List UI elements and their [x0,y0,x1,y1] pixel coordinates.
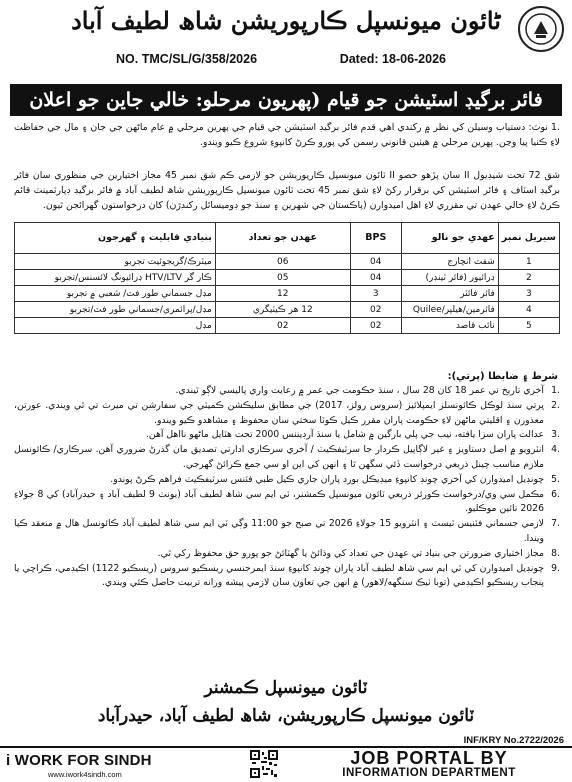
government-seal-icon [518,6,564,52]
signatory-designation: ٽائون ميونسپل ڪمشنر [204,678,368,698]
cell-post: ڊرائيور (فائر ٽينڊر) [401,270,498,286]
item-number: .5 [551,473,560,485]
brand-logo: i WORK FOR SINDH [6,752,152,769]
item-text: لازمي جسماني فٽنيس ٽيسٽ ۽ انٽرويو 15 جولاءِ 2026 تي صبح جو 11:00 وڳي ٽي ايم سي شاھ لطيف آباد ڪائونسل هال ۾ منعقد ڪيا ويندا. [14,518,544,544]
table-row [15,270,560,286]
cell-bps: 3 [350,286,401,302]
cell-count: 06 [215,254,350,270]
col-serial: سيريل نمبر [498,223,559,254]
item-text: آخري تاريخ تي عمر 18 کان 28 سال ، سنڌ حڪومت جي عمر ۾ رعايت واري پاليسي لاڳو ٿيندي. [175,385,544,396]
posts-table [14,222,560,334]
organization-title: ٹائون میونسپل ڪارپوريشن شاھ لطيف آباد [71,6,501,35]
footer [0,746,572,779]
table-header-row [15,223,560,254]
col-count: عهدن جو تعداد [215,223,350,254]
list-item [14,428,560,443]
conditions-list [14,384,560,591]
cell-serial: 2 [498,270,559,286]
cell-serial: 1 [498,254,559,270]
item-number: .9 [551,562,560,574]
item-text: مجاز اختياري ضرورتن جي بنياد تي عهدن جي تعداد کي وڌائڻ يا گهٽائڻ جو پورو حق محفوظ رکي ٿي. [157,547,544,559]
cell-count: 02 [215,318,350,334]
cell-count: 12 [215,286,350,302]
table-row [15,318,560,334]
list-item [14,547,560,562]
cell-post: فائر فائٽر [401,286,498,302]
cell-post: شفٽ انچارج [401,254,498,270]
list-item [14,399,560,429]
conditions-heading: شرط ۽ ضابطا (پرتي): [447,371,558,382]
item-number: .2 [551,399,560,411]
item-text: ڀرتي سنڌ لوڪل ڪائونسلز ايمپلائيز (سروس رولز، 2017) جي مطابق سليڪشن ڪميٽي جي سفارشن تي ميرٽ تي ٿي ويندي. عورتن، معذورن ۽ اقليتي ماڻهن لاءِ حڪومت پاران مقرر ڪيل ڪوٽا سختي سان محفوظ ۽ مشاهدو ڪيو ويندو. [14,399,545,426]
item-text: چونڊيل اميدوارن کي آخري چونڊ کانپوءِ ميڊيڪل بورڊ پاران جاري ڪيل طبي فٽنس سرٽيفڪيٽ فراهم ڪرڻ پوندو. [110,473,544,485]
cell-post: نائب قاصد [401,318,498,334]
item-text: انٽرويو ۾ اصل دستاويز ۽ غير لاڳاپيل ڪردار جا سرٽيفڪيٽ / آخري سرڪاري ادارتي تصديق مان گذرڻ ضروري آهن. سرڪاري/ ڪائونسل ملازم مناسب چينل ذريعي درخواست ڏئي سگهن ٿا ۽ انهن کي اين او سي جمع ڪرائڻ گهرجي. [14,444,544,470]
item-text: چونڊيل اميدوارن کي ٽي ايم سي شاھ لطيف آباد پاران چونڊ کانپوءِ سنڌ ايمرجنسي ريسڪيو سروس (ريسڪيو 1122) اڪيڊمي، ڪراچي يا پنجاب ريسڪيو اڪيڊمي (توبا ٽيڪ سنگهه/لاهور) ۾ انهن جي تعاون سان لازمي پيشه ورانه تربيت حاصل ڪئي ويندي. [14,562,545,589]
item-number: .8 [551,547,560,559]
item-number: .1 [551,385,560,396]
cell-qualification: مڊل جسماني طور فٽ/ شعبي ۾ تجربو [15,286,216,302]
cell-qualification: ڪار گر HTV/LTV ڊرائيونگ لائسنس/تجربو [15,270,216,286]
note-paragraph [14,120,560,166]
note-number: .1 [551,122,560,133]
item-number: .7 [551,518,560,530]
item-number: .3 [551,429,560,441]
item-number: .6 [551,488,560,500]
list-item [14,443,560,473]
cell-bps: 02 [350,318,401,334]
reference-line [116,52,446,66]
inf-number: INF/KRY No.2722/2026 [463,735,564,746]
cell-post: فائرمين/هيلپر/Quilee [401,302,498,318]
table-row [15,302,560,318]
item-text: مڪمل سي وي/درخواست ڪورئر ذريعي ٽائون ميونسپل ڪمشنر، ٽي ايم سي شاھ لطيف آباد (يونٽ 9 لطيف آباد ۽ حيدرآباد) کي 8 جولاءِ 2026 تائين موڪليو. [14,488,545,515]
cell-qualification: مڊل/پرائمري/جسماني طور فٽ/تجربو [15,302,216,318]
col-qualification: بنيادي قابليت ۽ گهرجون [15,223,216,254]
col-post: عهدي جو نالو [401,223,498,254]
portal-title: JOB PORTAL BY [350,748,508,768]
table-row [15,286,560,302]
intro-paragraph: شق 72 تحت شيڊيول II سان پڙهو حصو II ٽائون ميونسپل ڪارپوريشن جو لازمي ڪم شق نمبر 45 مجاز اختيارين جي منظوري سان فائر برگيڊ اسٽاف ۽ فائر اسٽيشن کي برقرار رکڻ لاءِ شق نمبر 45 تحت ٽائون ميونسپل ڪارپوريشن شاھ لطيف آباد ۾ فائر برگيڊ ڊپارٽمينٽ قائم ڪرڻ لاءِ خالي عهدن تي مقرري لاءِ اهل اميدوارن (پاڪستان جي شهرين ۽ سنڌ جو ڊوميسائل رکندڙن) کان درخواستون گهرائجن ٿيون. [14,170,560,211]
cell-qualification: ميٽرڪ/گريجوئيٽ تجربو [15,254,216,270]
list-item [14,384,560,399]
cell-bps: 04 [350,254,401,270]
cell-serial: 5 [498,318,559,334]
cell-serial: 3 [498,286,559,302]
table-row [15,254,560,270]
signatory-office: ٽائون ميونسپل ڪارپوريشن، شاھ لطيف آباد، حيدرآباد [97,706,475,726]
item-number: .4 [551,444,560,456]
item-text: عدالت پاران سزا يافته، نيب جي پلي بارگين ۾ شامل يا سنڌ آرڊيننس 2000 تحت هٽايل ماڻهو نااهل آهن. [145,429,544,441]
header [6,4,566,76]
headline-banner: فائر برگيڊ اسٽيشن جو قيام (پهريون مرحلو: خالي جاين جو اعلان [10,84,562,116]
list-item [14,517,560,547]
date: Dated: 18-06-2026 [339,52,446,66]
reference-number: NO. TMC/SL/G/358/2026 [116,52,258,66]
cell-bps: 02 [350,302,401,318]
portal-subtitle: INFORMATION DEPARTMENT [342,767,516,779]
list-item [14,562,560,592]
cell-count: 05 [215,270,350,286]
note-text: نوٽ: دستياب وسيلن کي نظر ۾ رکندي اهي قدم فائر برگيڊ اسٽيشن جي قيام جي پهرين مرحلي ۾ عام ماڻهن جي جان ۽ مال جي حفاظت لاءِ ڪنيا پيا وڃن. پهرين مرحلي ۾ هيٺين قانوني رسمن کي پورو ڪرڻ کانپوءِ شروع ڪيو ويندو. [14,122,560,148]
list-item [14,488,560,518]
brand-url[interactable]: www.iwork4sindh.com [48,770,122,779]
cell-count: 12 هر ڪيٽيگري [215,302,350,318]
cell-serial: 4 [498,302,559,318]
cell-qualification: مڊل [15,318,216,334]
list-item [14,473,560,488]
col-bps: BPS [350,223,401,254]
cell-bps: 04 [350,270,401,286]
qr-code-icon [250,750,278,778]
